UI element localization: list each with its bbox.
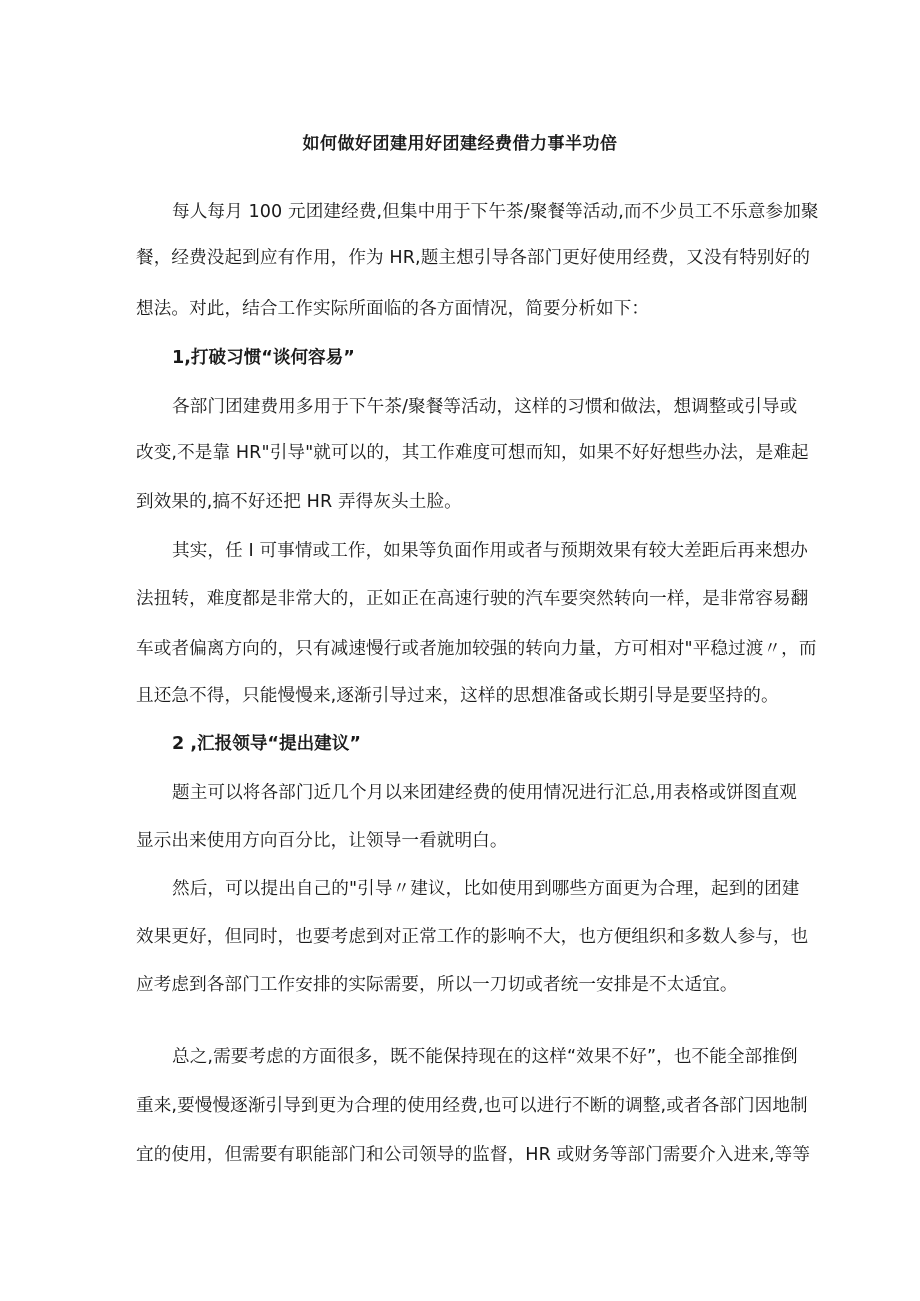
document-title: 如何做好团建用好团建经费借力事半功倍 — [302, 134, 618, 154]
paragraph-4-line-1: 题主可以将各部门近几个月以来团建经费的使用情况进行汇总,用表格或饼图直观 — [172, 783, 797, 803]
paragraph-3-line-4: 且还急不得，只能慢慢来,逐渐引导过来，这样的思想准备或长期引导是要坚持的。 — [136, 686, 779, 706]
section-heading-1: 1,打破习惯“谈何容易” — [172, 348, 355, 368]
paragraph-2-line-1: 各部门团建费用多用于下午茶/聚餐等活动，这样的习惯和做法，想调整或引导或 — [172, 397, 798, 417]
paragraph-1-line-2: 餐，经费没起到应有作用，作为 HR,题主想引导各部门更好使用经费，又没有特别好的 — [136, 248, 811, 268]
paragraph-2-line-2: 改变,不是靠 HR"引导"就可以的，其工作难度可想而知，如果不好好想些办法，是难起 — [136, 443, 809, 463]
paragraph-5-line-3: 应考虑到各部门工作安排的实际需要，所以一刀切或者统一安排是不太适宜。 — [136, 975, 738, 995]
paragraph-6-line-2: 重来,要慢慢逐渐引导到更为合理的使用经费,也可以进行不断的调整,或者各部门因地制 — [136, 1096, 808, 1116]
paragraph-5-line-1: 然后，可以提出自己的"引导〃建议，比如使用到哪些方面更为合理，起到的团建 — [172, 879, 800, 899]
paragraph-3-line-2: 法扭转，难度都是非常大的，正如正在高速行驶的汽车要突然转向一样，是非常容易翻 — [136, 589, 809, 609]
section-heading-2: 2 ,汇报领导“提出建议” — [172, 734, 361, 754]
paragraph-5-line-2: 效果更好，但同时，也要考虑到对正常工作的影响不大，也方便组织和多数人参与，也 — [136, 927, 809, 947]
paragraph-2-line-3: 到效果的,搞不好还把 HR 弄得灰头土脸。 — [136, 492, 462, 512]
paragraph-1-line-3: 想法。对此，结合工作实际所面临的各方面情况，简要分析如下： — [136, 299, 650, 319]
paragraph-3-line-3: 车或者偏离方向的，只有减速慢行或者施加较强的转向力量，方可相对"平稳过渡〃，而 — [136, 639, 817, 659]
paragraph-6-line-1: 总之,需要考虑的方面很多，既不能保持现在的这样“效果不好”，也不能全部推倒 — [172, 1047, 798, 1067]
paragraph-3-line-1: 其实，任 I 可事情或工作，如果等负面作用或者与预期效果有较大差距后再来想办 — [172, 541, 808, 561]
paragraph-4-line-2: 显示出来使用方向百分比，让领导一看就明白。 — [136, 831, 508, 851]
paragraph-1-line-1: 每人每月 100 元团建经费,但集中用于下午茶/聚餐等活动,而不少员工不乐意参加聚 — [172, 202, 819, 222]
paragraph-6-line-3: 宜的使用，但需要有职能部门和公司领导的监督，HR 或财务等部门需要介入进来,等等 — [136, 1145, 811, 1165]
